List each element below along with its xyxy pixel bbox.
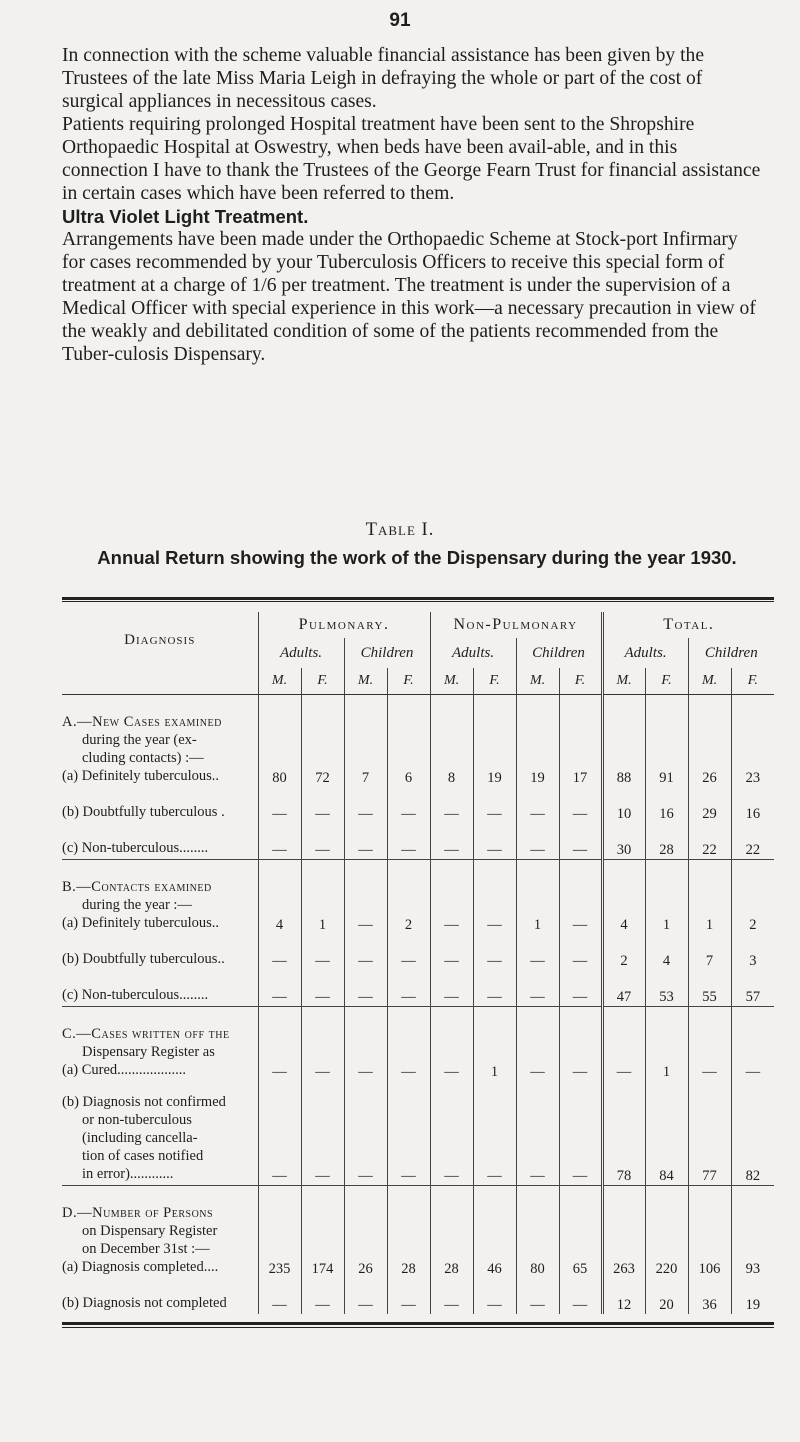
table-cell: 46: [473, 1186, 516, 1279]
table-cell: —: [559, 970, 602, 1007]
table-cell: 26: [688, 695, 731, 788]
row-label: [62, 970, 258, 1007]
sub-header: Children: [516, 638, 602, 668]
row-label-line: (a) Cured...................: [62, 1062, 187, 1078]
table-row: [62, 823, 774, 860]
table-top-rule-thin: [62, 601, 774, 602]
table-cell: —: [473, 860, 516, 935]
table-cell: —: [344, 1007, 387, 1082]
table-cell: —: [430, 934, 473, 970]
table-cell: 1: [645, 860, 688, 935]
row-label-line: C.—Cases written off the: [62, 1026, 230, 1042]
table-cell: —: [602, 1007, 645, 1082]
table-cell: 28: [387, 1186, 430, 1279]
table-cell: 106: [688, 1186, 731, 1279]
table-cell: —: [516, 1081, 559, 1186]
table-cell: —: [258, 823, 301, 860]
table-cell: —: [559, 934, 602, 970]
table-cell: —: [258, 1081, 301, 1186]
table-cell: —: [430, 787, 473, 823]
table-cell: —: [559, 860, 602, 935]
table-cell: —: [473, 823, 516, 860]
table-cell: —: [344, 1278, 387, 1314]
table-cell: 57: [731, 970, 774, 1007]
table-bottom-rule: [62, 1322, 774, 1325]
table-cell: 1: [473, 1007, 516, 1082]
table-row: [62, 1278, 774, 1314]
table-cell: —: [473, 1081, 516, 1186]
row-label-line: (a) Definitely tuberculous..: [62, 768, 220, 784]
table-cell: 19: [473, 695, 516, 788]
table-cell: —: [387, 787, 430, 823]
table-cell: —: [516, 1007, 559, 1082]
table-cell: —: [688, 1007, 731, 1082]
table-cell: —: [473, 1278, 516, 1314]
row-label-line: in error)............: [82, 1166, 174, 1182]
table-cell: —: [473, 934, 516, 970]
table-cell: —: [301, 1007, 344, 1082]
row-label: [62, 1186, 258, 1279]
row-label: [62, 934, 258, 970]
table-cell: —: [559, 787, 602, 823]
table-cell: 30: [602, 823, 645, 860]
sub-header: Adults.: [258, 638, 344, 668]
table-cell: —: [559, 1081, 602, 1186]
section-heading: Ultra Violet Light Treatment.: [62, 206, 309, 227]
table-cell: —: [430, 860, 473, 935]
row-label: [62, 1007, 258, 1082]
table-cell: —: [301, 970, 344, 1007]
row-label: [62, 787, 258, 823]
table-cell: —: [344, 934, 387, 970]
table-cell: 20: [645, 1278, 688, 1314]
table-cell: 220: [645, 1186, 688, 1279]
table-cell: 2: [387, 860, 430, 935]
table-cell: —: [258, 1278, 301, 1314]
table-row: [62, 695, 774, 788]
row-label-line: (c) Non-tuberculous........: [62, 987, 209, 1003]
table-cell: —: [430, 823, 473, 860]
table-cell: —: [516, 787, 559, 823]
table-cell: —: [430, 970, 473, 1007]
page-number: 91: [389, 10, 411, 31]
table-cell: 26: [344, 1186, 387, 1279]
table-cell: 53: [645, 970, 688, 1007]
table-bottom-rule-thin: [62, 1327, 774, 1328]
table-cell: 19: [516, 695, 559, 788]
table-cell: —: [301, 1081, 344, 1186]
table-cell: —: [344, 1081, 387, 1186]
row-label-line: (b) Doubtfully tuberculous..: [62, 951, 225, 967]
table-cell: 174: [301, 1186, 344, 1279]
table-cell: 4: [645, 934, 688, 970]
row-label-line: on Dispensary Register: [82, 1223, 218, 1239]
sub-header: Children: [688, 638, 774, 668]
table-cell: 78: [602, 1081, 645, 1186]
row-label-line: on December 31st :—: [82, 1241, 210, 1257]
table-cell: —: [258, 1007, 301, 1082]
row-label: [62, 695, 258, 788]
mf-header: M.: [688, 668, 731, 695]
table-cell: 16: [645, 787, 688, 823]
table-cell: 2: [602, 934, 645, 970]
row-label-line: D.—Number of Persons: [62, 1205, 214, 1221]
pulmonary-header: Pulmonary.: [258, 612, 430, 638]
row-label-line: or non-tuberculous: [82, 1112, 192, 1128]
table-cell: 82: [731, 1081, 774, 1186]
mf-header: F.: [301, 668, 344, 695]
table-cell: —: [430, 1007, 473, 1082]
row-label: [62, 823, 258, 860]
row-label-line: cluding contacts) :—: [82, 750, 204, 766]
table-cell: 2: [731, 860, 774, 935]
table-cell: 55: [688, 970, 731, 1007]
paragraph-1: In connection with the scheme valuable financial assistance has been given by the Trustees of the late Miss Maria Leigh in defraying the whole or part of the cost of surgical appliances in necessitous cases.: [62, 45, 705, 112]
table-cell: 65: [559, 1186, 602, 1279]
table-cell: 263: [602, 1186, 645, 1279]
table-cell: 1: [688, 860, 731, 935]
section-paragraph: Arrangements have been made under the Orthopaedic Scheme at Stock-port Infirmary for cases recommended by your Tuberculosis Officers to receive this special form of treatment at a charge of 1/6 per treatment. The treatment is under the supervision of a Medical Officer with special experience in this work—a necessary precaution in view of the weakly and debilitated condition of some of the patients recommended from the Tuber-culosis Dispensary.: [62, 229, 756, 365]
sub-header: Adults.: [430, 638, 516, 668]
dispensary-return-table: [62, 612, 774, 1314]
table-cell: —: [559, 1007, 602, 1082]
table-cell: 12: [602, 1278, 645, 1314]
row-label-line: tion of cases notified: [82, 1148, 204, 1164]
diagnosis-header: Diagnosis: [124, 631, 196, 648]
table-cell: 36: [688, 1278, 731, 1314]
table-row: [62, 1007, 774, 1082]
row-label-line: (b) Doubtfully tuberculous .: [62, 804, 225, 820]
row-label-line: (c) Non-tuberculous........: [62, 840, 209, 856]
table-cell: 91: [645, 695, 688, 788]
table-cell: —: [516, 934, 559, 970]
table-cell: —: [516, 1278, 559, 1314]
table-cell: —: [516, 823, 559, 860]
non-pulmonary-header: Non-Pulmonary: [430, 612, 602, 638]
row-label-line: (including cancella-: [82, 1130, 198, 1146]
mf-header: F.: [473, 668, 516, 695]
table-cell: —: [387, 934, 430, 970]
table-cell: —: [344, 970, 387, 1007]
row-label-line: (b) Diagnosis not completed: [62, 1295, 227, 1311]
table-cell: —: [387, 1007, 430, 1082]
table-cell: —: [301, 787, 344, 823]
row-label-line: during the year (ex-: [82, 732, 197, 748]
table-cell: 10: [602, 787, 645, 823]
table-cell: 8: [430, 695, 473, 788]
table-cell: —: [559, 1278, 602, 1314]
table-cell: 16: [731, 787, 774, 823]
row-label-line: (a) Diagnosis completed....: [62, 1259, 219, 1275]
table-cell: —: [473, 970, 516, 1007]
table-cell: —: [387, 970, 430, 1007]
table-cell: —: [430, 1081, 473, 1186]
table-cell: —: [301, 823, 344, 860]
row-label-line: B.—Contacts examined: [62, 879, 212, 895]
table-cell: 1: [645, 1007, 688, 1082]
table-cell: —: [258, 787, 301, 823]
table-cell: 29: [688, 787, 731, 823]
table-cell: 19: [731, 1278, 774, 1314]
sub-header: Adults.: [602, 638, 688, 668]
table-cell: 88: [602, 695, 645, 788]
table-cell: 80: [258, 695, 301, 788]
table-row: [62, 1081, 774, 1186]
table-cell: —: [258, 934, 301, 970]
table-cell: 17: [559, 695, 602, 788]
table-cell: —: [473, 787, 516, 823]
mf-header: M.: [344, 668, 387, 695]
table-cell: 7: [688, 934, 731, 970]
table-cell: 28: [645, 823, 688, 860]
table-cell: —: [344, 860, 387, 935]
table-row: [62, 787, 774, 823]
table-cell: 77: [688, 1081, 731, 1186]
table-cell: —: [430, 1278, 473, 1314]
table-cell: —: [301, 934, 344, 970]
table-cell: —: [731, 1007, 774, 1082]
table-cell: —: [344, 823, 387, 860]
table-top-rule: [62, 597, 774, 600]
mf-header: F.: [559, 668, 602, 695]
mf-header: M.: [602, 668, 645, 695]
mf-header: F.: [645, 668, 688, 695]
table-row: [62, 1186, 774, 1279]
table-cell: 4: [602, 860, 645, 935]
table-cell: 93: [731, 1186, 774, 1279]
table-cell: 80: [516, 1186, 559, 1279]
row-label-line: A.—New Cases examined: [62, 714, 222, 730]
table-row: [62, 970, 774, 1007]
sub-header: Children: [344, 638, 430, 668]
total-header: Total.: [602, 612, 774, 638]
table-row: [62, 934, 774, 970]
table-cell: 3: [731, 934, 774, 970]
row-label-line: Dispensary Register as: [82, 1044, 215, 1060]
table-cell: —: [344, 787, 387, 823]
table-cell: 6: [387, 695, 430, 788]
table-cell: 28: [430, 1186, 473, 1279]
table-row: [62, 860, 774, 935]
table-cell: 1: [516, 860, 559, 935]
table-cell: —: [516, 970, 559, 1007]
mf-header-spacer: [62, 668, 258, 695]
paragraph-2: Patients requiring prolonged Hospital treatment have been sent to the Shropshire Orthopaedic Hospital at Oswestry, when beds have been avail-able, and in this connection I have to thank the Trustees of the George Fearn Trust for financial assistance in certain cases which have been referred to them.: [62, 114, 761, 204]
table-cell: —: [559, 823, 602, 860]
table-cell: —: [258, 970, 301, 1007]
table-cell: 47: [602, 970, 645, 1007]
table-cell: 4: [258, 860, 301, 935]
table-cell: —: [301, 1278, 344, 1314]
mf-header: M.: [258, 668, 301, 695]
table-cell: —: [387, 1278, 430, 1314]
row-label: [62, 860, 258, 935]
mf-header: F.: [387, 668, 430, 695]
mf-header: M.: [516, 668, 559, 695]
body-text: [62, 44, 764, 366]
row-label-line: (a) Definitely tuberculous..: [62, 915, 220, 931]
row-label-line: (b) Diagnosis not confirmed: [62, 1094, 226, 1110]
table-cell: 22: [688, 823, 731, 860]
row-label-line: during the year :—: [82, 897, 192, 913]
mf-header: F.: [731, 668, 774, 695]
table-cell: —: [387, 823, 430, 860]
table-cell: 1: [301, 860, 344, 935]
table-caption: Annual Return showing the work of the Dispensary during the year 1930.: [97, 547, 737, 568]
mf-header: M.: [430, 668, 473, 695]
table-cell: 23: [731, 695, 774, 788]
table-title: Table I.: [365, 520, 435, 540]
row-label: [62, 1278, 258, 1314]
table-cell: 7: [344, 695, 387, 788]
table-cell: 235: [258, 1186, 301, 1279]
table-cell: 72: [301, 695, 344, 788]
table-cell: 22: [731, 823, 774, 860]
table-cell: 84: [645, 1081, 688, 1186]
table-cell: —: [387, 1081, 430, 1186]
row-label: [62, 1081, 258, 1186]
